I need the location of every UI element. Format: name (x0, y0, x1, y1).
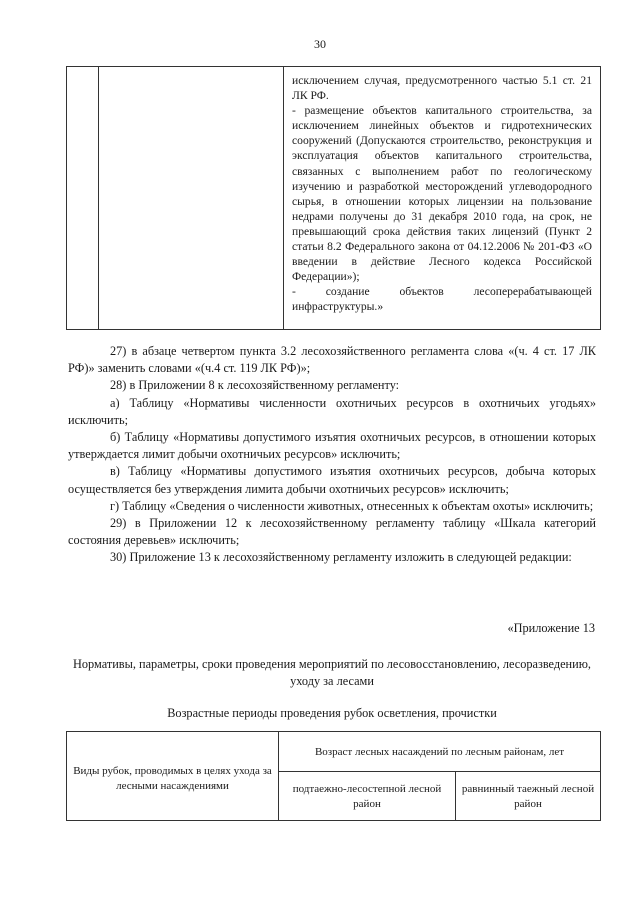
column-header-taiga: равнинный таежный лесной район (461, 783, 595, 810)
page-number: 30 (314, 37, 326, 51)
table-cell-line: - размещение объектов капитального строительства, за исключением линейных объектов и гидротехнических сооружений (Допускаются строительство, реконструкция и эксплуатация объектов капитального строительства, связанных с выполнением работ по геологическому изучению и разработкой месторождений углеводородного сырья, в отношении которых лицензии на пользование недрами получены до 31 декабря 2010 года, на срок, не превышающий срока действия таких лицензий (Пункт 2 статьи 8.2 Федерального закона от 04.12.2006 № 201-ФЗ «О введении в действие Лесного кодекса Российской Федерации»); (292, 104, 592, 284)
paragraph: 29) в Приложении 12 к лесохозяйственному регламенту таблицу «Шкала категорий состояния деревьев» исключить; (68, 516, 596, 548)
table-cell-text (292, 73, 592, 315)
paragraph: 30) Приложение 13 к лесохозяйственному регламенту изложить в следующей редакции: (110, 550, 572, 565)
table-divider (283, 67, 284, 329)
body-text (68, 343, 596, 567)
table-divider (98, 67, 99, 329)
paragraph: а) Таблицу «Нормативы численности охотничьих ресурсов в охотничьих угодьях» исключить; (68, 395, 596, 427)
column-header-cutting-types: Виды рубок, проводимых в целях ухода за лесными насаждениями (73, 765, 272, 792)
paragraph: в) Таблицу «Нормативы допустимого изъятия охотничьих ресурсов, добыча которых осуществляется без утверждения лимита добычи охотничьих ресурсов» исключить; (68, 464, 596, 496)
table-cell-line: - создание объектов лесоперерабатывающей инфраструктуры.» (292, 285, 592, 314)
column-group-header-age: Возраст лесных насаждений по лесным районам, лет (314, 746, 565, 758)
paragraph: б) Таблицу «Нормативы допустимого изъятия охотничьих ресурсов, в отношении которых утверждается лимит добычи охотничьих ресурсов» исключить; (68, 430, 596, 462)
column-header-subtaiga: подтаежно-лесостепной лесной район (292, 783, 442, 810)
appendix-label: «Приложение 13 (507, 621, 595, 635)
continued-table (66, 66, 601, 330)
paragraph: 28) в Приложении 8 к лесохозяйственному регламенту: (110, 378, 400, 393)
table-title: Возрастные периоды проведения рубок осветления, прочистки (167, 706, 497, 720)
section-title: Нормативы, параметры, сроки проведения мероприятий по лесовосстановлению, лесоразведению, уходу за лесами (73, 657, 591, 689)
table-cell-line: исключением случая, предусмотренного частью 5.1 ст. 21 ЛК РФ. (292, 74, 592, 103)
age-periods-table (66, 731, 601, 821)
paragraph: 27) в абзаце четвертом пункта 3.2 лесохозяйственного регламента слова «(ч. 4 ст. 17 ЛК РФ)» заменить словами «(ч.4 ст. 119 ЛК РФ)»; (68, 344, 596, 376)
paragraph: г) Таблицу «Сведения о численности животных, отнесенных к объектам охоты» исключить; (110, 498, 594, 513)
table-divider (278, 771, 600, 772)
